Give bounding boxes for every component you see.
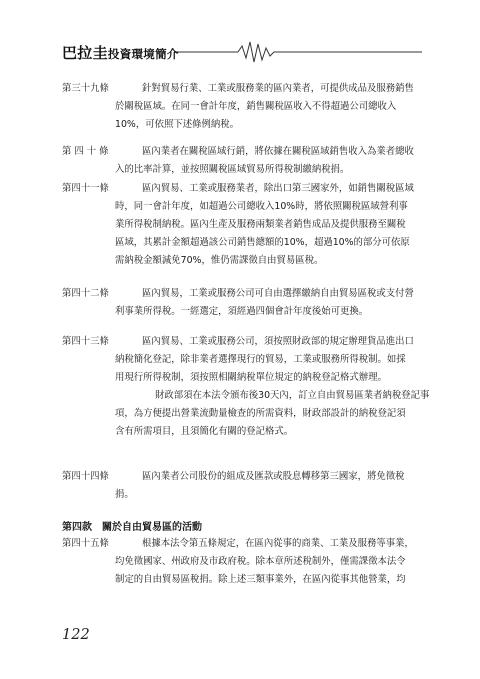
article-text-line: 區域，其累計金額超過該公司銷售總額的10%，超過10%的部分可依原 <box>115 237 410 248</box>
article-text-line: 捐。 <box>115 489 134 500</box>
header-title-sub: 投資環境簡介 <box>107 47 179 61</box>
article-text-line: 區內貿易、工業或服務業者，除出口第三國家外，如銷售關稅區域 <box>142 183 414 194</box>
article-text-line: 區內貿易、工業或服務公司，須按照財政部的規定辦理貨品進出口 <box>142 336 414 347</box>
article-text-line: 於關稅區域。在同一會計年度，銷售關稅區收入不得超過公司總收入 <box>115 101 397 112</box>
article-label: 第四十一條 <box>62 183 109 194</box>
article-label: 第三十九條 <box>62 83 109 94</box>
article-label: 第四十三條 <box>62 336 109 347</box>
article-text-line: 制定的自由貿易區稅捐。除上述三類事業外，在區內從事其他營業，均 <box>115 574 406 585</box>
article-text-line: 區內業者在關稅區域行銷，將依據在關稅區域銷售收入為業者總收 <box>142 146 414 157</box>
article-42 <box>62 285 442 321</box>
article-text-line: 時，同一會計年度，如超過公司總收入10%時，將依照關稅區域營利事 <box>115 201 408 212</box>
running-header <box>62 36 422 68</box>
header-title <box>62 42 179 63</box>
article-text-line: 區內貿易，工業或服務公司可自由選擇繳納自由貿易區稅或支付營 <box>142 288 414 299</box>
article-45-body <box>62 535 442 589</box>
article-text-line: 根據本法令第五條規定，在區內從事的商業、工業及服務等事業， <box>142 538 414 549</box>
article-text-line: 均免徵國家、州政府及市政府稅。除本章所述稅制外，僅需課徵本法令 <box>115 556 406 567</box>
section-heading: 第四款 關於自由貿易區的活動 <box>62 522 202 533</box>
article-text-line: 財政部須在本法令頒布後30天內，訂立自由貿易區業者納稅登記事 <box>155 390 430 401</box>
header-title-main: 巴拉圭 <box>62 44 108 62</box>
page-number: 122 <box>62 627 90 643</box>
article-text-line: 含有所需項目，且須簡化有關的登記格式。 <box>115 426 294 437</box>
article-text-line: 利事業所得稅。一經選定，須經過四個會計年度後始可更換。 <box>115 306 369 317</box>
article-label: 第四十二條 <box>62 288 109 299</box>
article-text-line: 區內業者公司股份的組成及匯款或股息轉移第三國家，將免徵稅 <box>142 471 405 482</box>
article-text-line: 項，為方便提出營業流動量檢查的所需資料，財政部設計的納稅登記須 <box>115 408 406 419</box>
article-text-line: 10%，可依照下述條例納稅。 <box>115 119 239 130</box>
article-text-line: 用現行所得稅制，須按照相關納稅單位規定的納稅登記格式辦理。 <box>115 372 387 383</box>
article-43 <box>62 333 442 441</box>
article-text-line: 針對貿易行業、工業或服務業的區內業者，可提供成品及服務銷售 <box>142 83 414 94</box>
article-text-line: 需納稅金額減免70%，惟仍需課徵自由貿易區稅。 <box>115 255 324 266</box>
article-41 <box>62 180 442 270</box>
article-label: 第四十五條 <box>62 538 109 549</box>
article-39 <box>62 80 442 134</box>
article-text-line: 納稅簡化登記，除非業者選擇現行的貿易，工業或服務所得稅制。如採 <box>115 354 406 365</box>
article-label: 第 四 十 條 <box>62 146 109 157</box>
article-text-line: 業所得稅制納稅。區內生產及服務兩類業者銷售成品及提供服務至關稅 <box>115 219 406 230</box>
article-label: 第四十四條 <box>62 471 109 482</box>
article-44 <box>62 468 442 504</box>
article-text-line: 入的比率計算，並按照關稅區域貿易所得稅制繳納稅捐。 <box>115 164 350 175</box>
article-40 <box>62 143 442 179</box>
